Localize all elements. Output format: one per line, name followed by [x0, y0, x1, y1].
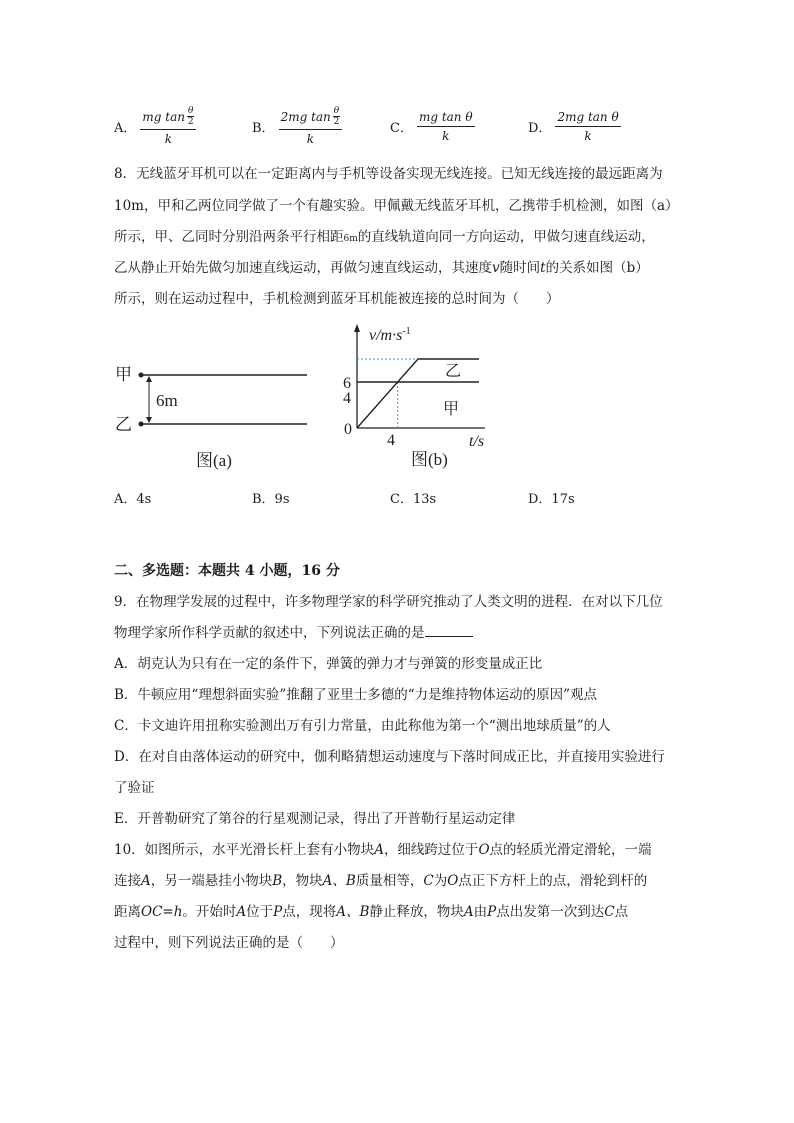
- q8-option-c: C．13s: [390, 492, 437, 507]
- q9-option-e: E．开普勒研究了第谷的行星观测记录，得出了开普勒行星运动定律: [114, 811, 516, 827]
- fraction: 2mg tan $\frac{\theta}{2}$ k: [279, 106, 343, 146]
- q7-option-b: [252, 106, 342, 146]
- q10-line3: 距离OC=h。开始时A位于P点，现将A、B静止释放，物块A由P点出发第一次到达C点: [114, 904, 629, 920]
- q10-line4: 过程中，则下列说法正确的是（ ）: [114, 935, 344, 951]
- q8-line5: 所示，则在运动过程中，手机检测到蓝牙耳机能被连接的总时间为（ ）: [114, 291, 560, 307]
- q7-option-d: [528, 110, 621, 143]
- q9-option-a: A．胡克认为只有在一定的条件下，弹簧的弹力才与弹簧的形变量成正比: [114, 656, 543, 672]
- fraction: mg tan $\frac{\theta}{2}$ k: [140, 106, 196, 146]
- q7-option-c: [390, 110, 475, 143]
- figure-a: [110, 355, 320, 475]
- q7-option-a: [114, 106, 196, 146]
- option-label: A．: [114, 120, 137, 136]
- option-label: B．: [252, 120, 275, 136]
- series-label-jia: 甲: [443, 399, 460, 418]
- caption-b: 图(b): [411, 450, 448, 469]
- caption-a: 图(a): [196, 451, 232, 470]
- option-label: C．: [390, 121, 413, 136]
- dot-jia: [139, 373, 144, 378]
- x-axis-label: t/s: [469, 433, 485, 450]
- q8-option-a: A．4s: [114, 492, 152, 507]
- q9-option-c: C．卡文迪许用扭称实验测出万有引力常量，由此称他为第一个“测出地球质量”的人: [114, 718, 611, 734]
- fraction: $\frac{\text{mg tan θ}}{k}$: [418, 110, 473, 143]
- q10-line2: 连接A，另一端悬挂小物块B，物块A、B质量相等，C为O点正下方杆上的点，滑轮到杆的: [114, 873, 648, 889]
- series-label-yi: 乙: [445, 361, 462, 380]
- dot-yi: [139, 422, 144, 427]
- y-axis-label: $v/m\cdot s^{-1}$: [369, 326, 411, 344]
- tick-label-x4: 4: [387, 432, 395, 449]
- fraction: $\frac{\text{2mg tan θ}}{k}$: [557, 110, 619, 143]
- tick-label-y4: 4: [343, 390, 351, 407]
- label-jia: 甲: [115, 365, 132, 385]
- q8-line4: 乙从静止开始先做匀加速直线运动，再做匀速直线运动，其速度v随时间t的关系如图（b）: [114, 260, 649, 276]
- option-label: D．: [528, 121, 552, 136]
- label-distance: 6m: [156, 391, 178, 410]
- q8-line1: 8．无线蓝牙耳机可以在一定距离内与手机等设备实现无线连接。已知无线连接的最远距离为: [114, 166, 663, 182]
- q8-option-b: B．9s: [252, 492, 290, 507]
- q8-option-d: D．17s: [528, 492, 575, 507]
- arrow-head-down: [146, 417, 152, 423]
- q9-option-b: B．牛顿应用“理想斜面实验”推翻了亚里士多德的“力是维持物体运动的原因”观点: [114, 687, 598, 703]
- q8-line3: 所示，甲、乙同时分别沿两条平行相距6m的直线轨道向同一方向运动，甲做匀速直线运动，: [114, 229, 655, 245]
- figure-b-chart: [335, 322, 515, 477]
- q9-option-d-cont: 了验证: [114, 780, 155, 796]
- q8-line2: 10m，甲和乙两位同学做了一个有趣实验。甲佩戴无线蓝牙耳机，乙携带手机检测，如图（a）: [114, 198, 679, 214]
- y-axis-arrow: [354, 324, 360, 332]
- answer-blank: [425, 622, 473, 637]
- q9-option-d: D．在对自由落体运动的研究中，伽利略猜想运动速度与下落时间成正比，并直接用实验进行: [114, 749, 665, 765]
- q9-line2: 物理学家所作科学贡献的叙述中，下列说法正确的是: [114, 622, 473, 644]
- tick-label-origin: 0: [344, 421, 352, 438]
- arrow-head-up: [146, 376, 152, 382]
- q9-line1: 9．在物理学发展的过程中，许多物理学家的科学研究推动了人类文明的进程．在对以下几位: [114, 594, 663, 610]
- section-title: 二、多选题：本题共 4 小题，16 分: [114, 563, 340, 579]
- tick-label-y6: 6: [343, 375, 351, 392]
- label-yi: 乙: [115, 415, 132, 435]
- q10-line1: 10．如图所示，水平光滑长杆上套有小物块A，细线跨过位于O点的轻质光滑定滑轮，一端: [114, 842, 652, 858]
